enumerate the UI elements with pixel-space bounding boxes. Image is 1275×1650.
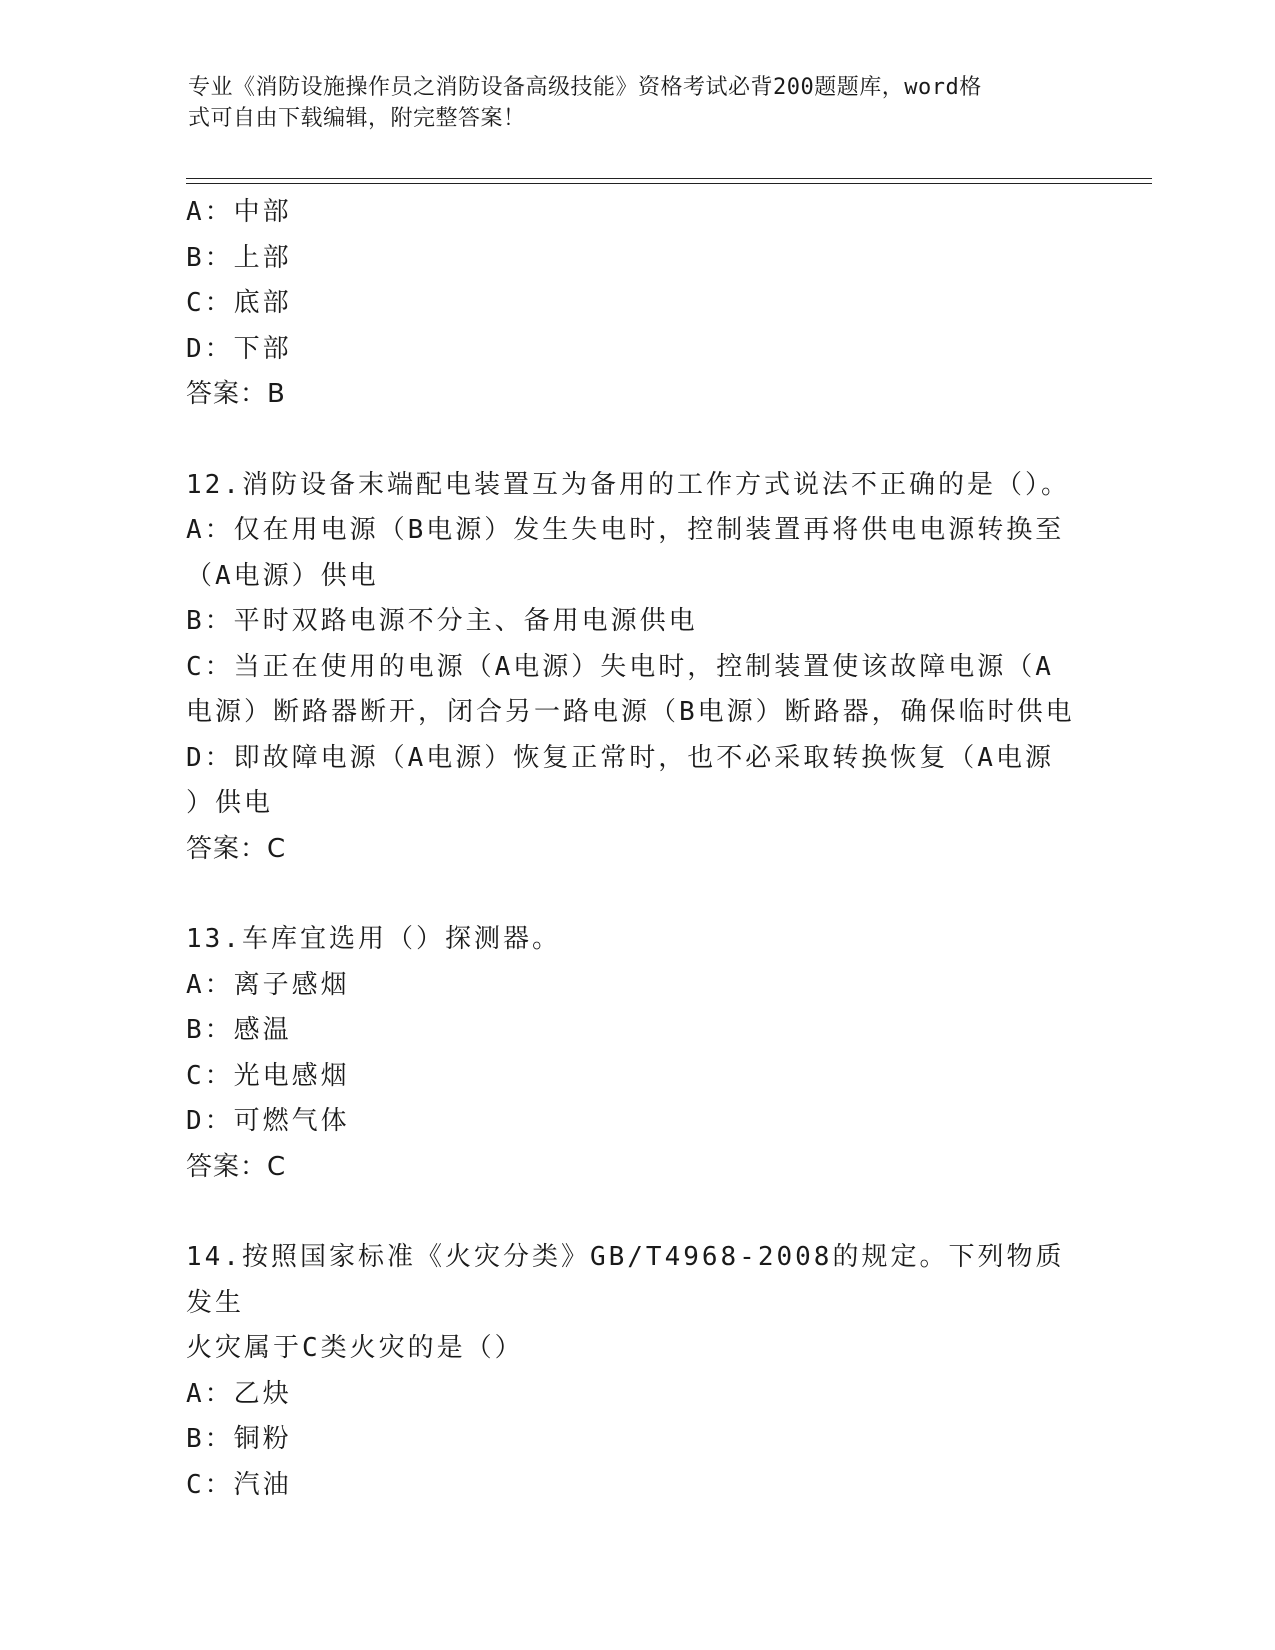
question-text-line-1: 14.按照国家标准《火灾分类》GB/T4968-2008的规定。下列物质发生	[186, 1242, 1065, 1318]
question-text-line-2: 火灾属于C类火灾的是（）	[186, 1333, 524, 1363]
option-b: B：上部	[186, 242, 292, 273]
option-d: D：下部	[186, 333, 292, 364]
option-a: A：离子感烟	[186, 969, 350, 1000]
option-c: C：底部	[186, 288, 292, 318]
option-d-line-2: ）供电	[186, 788, 274, 818]
question-list	[186, 190, 1086, 1508]
option-a-line-1: A：仅在用电源（B电源）发生失电时，控制装置再将供电电源转换至	[186, 515, 1065, 545]
answer: 答案：C	[186, 833, 287, 864]
question-text: 13.车库宜选用（）探测器。	[186, 924, 561, 954]
header-divider-bottom	[186, 183, 1152, 184]
header-divider-top	[186, 178, 1152, 179]
question-13	[186, 917, 1086, 1190]
question-11-tail	[186, 190, 1086, 418]
header-line-2: 式可自由下载编辑，附完整答案！	[188, 106, 526, 131]
question-12	[186, 463, 1086, 873]
option-b: B：铜粉	[186, 1424, 292, 1454]
option-d-line-1: D：即故障电源（A电源）恢复正常时，也不必采取转换恢复（A电源	[186, 742, 1054, 773]
answer: 答案：B	[186, 379, 286, 409]
option-a: A：中部	[186, 197, 292, 227]
option-b: B：感温	[186, 1015, 292, 1045]
header-line-1: 专业《消防设施操作员之消防设备高级技能》资格考试必背200题题库，word格	[188, 75, 982, 100]
option-c-line-2: 电源）断路器断开，闭合另一路电源（B电源）断路器，确保临时供电	[186, 697, 1075, 727]
option-c-line-1: C：当正在使用的电源（A电源）失电时，控制装置使该故障电源（A	[186, 651, 1054, 682]
answer: 答案：C	[186, 1151, 287, 1182]
document-header	[188, 72, 1068, 134]
option-a-line-2: （A电源）供电	[186, 560, 379, 591]
question-text: 12.消防设备末端配电装置互为备用的工作方式说法不正确的是（）。	[186, 469, 1070, 500]
option-d: D：可燃气体	[186, 1106, 350, 1136]
option-a: A：乙炔	[186, 1378, 292, 1409]
option-c: C：汽油	[186, 1469, 292, 1500]
question-14	[186, 1235, 1086, 1508]
option-b: B：平时双路电源不分主、备用电源供电	[186, 606, 698, 636]
option-c: C：光电感烟	[186, 1060, 350, 1091]
